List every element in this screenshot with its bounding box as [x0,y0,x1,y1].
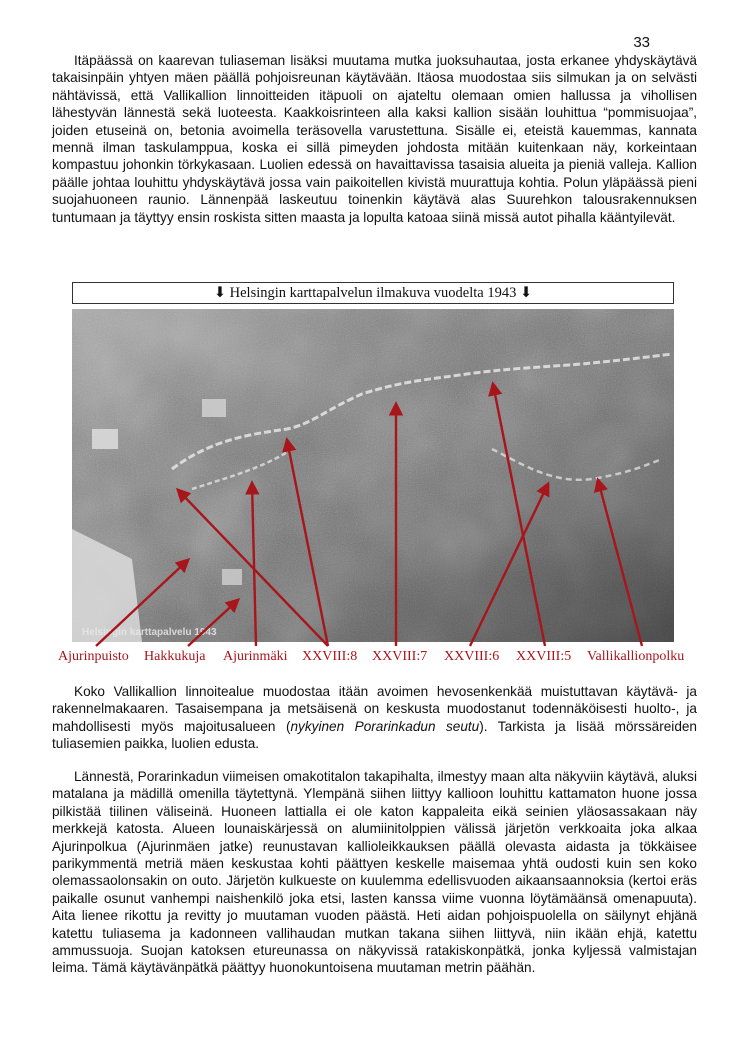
aerial-photo-image [72,309,674,642]
page-number: 33 [633,34,650,51]
label-xxviii-5: XXVIII:5 [516,649,572,664]
paragraph-2-text-a: Koko Vallikallion linnoitealue muodostaa itään avoimen hevosenkenkää muistuttavan käytävä- ja rakennelmakaaren. Tasaisempana ja metsäisenä on keskusta muodostanut todennäköisesti huolto-, ja mahdollisesti myös majoitusalueen ( [52,684,697,734]
paragraph-3-text: Lännestä, Porarinkadun viimeisen omakotitalon takapihalta, ilmestyy maan alta näkyviin käytävä, aluksi matalana ja mädillä omenilla täytettynä. Ylempänä siihen liittyy kallioon louhittu kattamaton huone jossa pilkistää tiilinen väliseinä. Huoneen lattialla ei ole katon kappaleita eikä seinien yläosassakaan näy merkkejä katosta. Alueen lounaiskärjessä on alumiinitolppien välissä järjetön verkkoaita joka alkaa Ajurinpolkua (Ajurinmäen jatke) reunustavan kallioleikkauksen päällä olevasta aidasta ja tökkäisee parikymmentä metriä mäen keskustaa kohti päättyen keskelle maisemaa yhtä oudosti kuin sen koko olemassaolonsakin on outo. Järjetön kulkueste on kuulemma edellisvuoden aikaansaannoksia (kertoi eräs paikalle osunut vanhempi naishenkilö joka etsi, lasten kanssa viime vuonna löytämäänsä omenapuuta). Aita lienee rikottu ja revitty jo muutaman vuoden päästä. Heti aidan pohjoispuolella on säilynyt ehjänä katettu tuliasema ja kadonneen vallihaudan mutkan takana siihen liittyvä, niin ikään ehjä, katettu ammussuoja. Suojan katoksen etureunassa on näkyvissä ratakiskonpätkä, jonka kyljessä valmistajan leima. Tämä käytävänpätkä päättyy huonokuntoisena muutaman metrin päähän. [52,769,697,976]
label-hakkukuja: Hakkukuja [144,649,206,664]
label-xxviii-7: XXVIII:7 [372,649,428,664]
paragraph-2 [52,683,697,753]
paragraph-3 [52,768,697,977]
label-ajurinmaki: Ajurinmäki [223,649,288,664]
paragraph-2-italic: nykyinen Porarinkadun seutu [290,718,480,734]
photo-watermark: Helsingin karttapalvelu 1943 [82,627,217,638]
paragraph-1 [52,52,697,226]
label-ajurinpuisto: Ajurinpuisto [58,649,129,664]
figure-labels [52,649,702,669]
label-xxviii-6: XXVIII:6 [444,649,500,664]
label-vallikallionpolku: Vallikallionpolku [587,649,685,664]
paragraph-1-text: Itäpäässä on kaarevan tuliaseman lisäksi muutama mutka juoksuhautaa, josta erkanee yhdyskäytävä takaisinpäin yhtyen mäen päällä pohjoisreunan käytävään. Itäosa muodostaa siis silmukan ja on selvästi nähtävissä, että Vallikallion linnoitteiden itäpuoli on ajateltu olemaan omien hallussa ja vihollisen lähestyvän lännestä sekä luoteesta. Kaakkoisrinteen alla kaksi kallion sisään louhittua “pommisuojaa”, joiden etuseinä on, betonia avoimella teräsovella varustettuna. Sisälle ei, eteistä kauemmas, kannata mennä ilman taskulamppua, koska ei sillä pimeyden johdosta mitään kuitenkaan näy, korkeintaan kompastuu johonkin törkykasaan. Luolien edessä on havaittavissa tasaisia alueita ja pieniä valleja. Kallion päälle johtaa louhittu yhdyskäytävä jossa vain paikoitellen kivistä muurattuja kohtia. Polun yläpäässä pieni suojahuoneen raunio. Lännenpää laskeutuu toinenkin käytävä alas Suurehkon talousrakennuksen tuntumaan ja täyttyy ensin roskista sitten maasta ja lopulta katoaa siinä missä autot pihalla kääntyilevät. [52,53,697,225]
paragraph-2-text-b: ). Tarkista ja lisää mörssäreiden tuliasemien paikka, luolien edusta. [52,718,697,752]
figure-caption: ⬇ Helsingin karttapalvelun ilmakuva vuodelta 1943 ⬇ [72,282,674,304]
label-xxviii-8: XXVIII:8 [302,649,358,664]
aerial-photo [72,309,674,642]
